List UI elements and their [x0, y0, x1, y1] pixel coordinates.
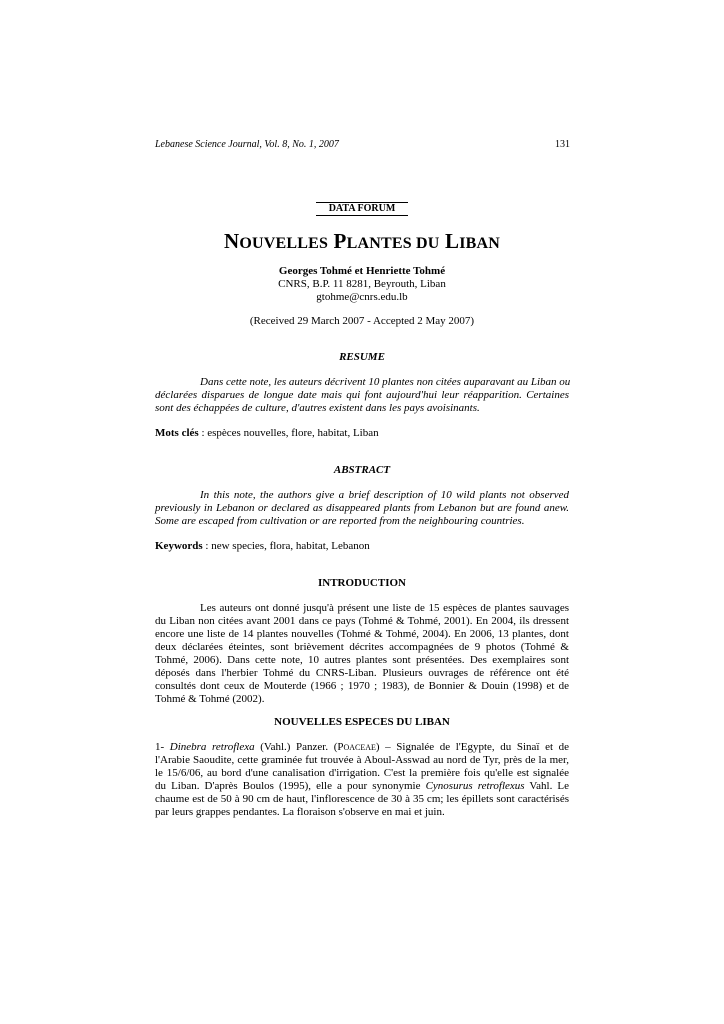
section-label-text: DATA FORUM	[316, 202, 409, 216]
affiliation: CNRS, B.P. 11 8281, Beyrouth, Liban	[278, 278, 446, 290]
line-text: Vahl. Le	[524, 780, 569, 792]
introduction-line: deux déclarées éteintes, sont brièvement décrites accompagnées de 9 photos (Tohmé &	[155, 641, 569, 653]
received-dates: (Received 29 March 2007 - Accepted 2 May 2007)	[249, 315, 475, 327]
resume-line: sont des échappées de culture, d'autres existent dans les pays avoisinants.	[155, 402, 480, 414]
species-1-line	[155, 780, 569, 793]
abstract-heading: ABSTRACT	[333, 464, 391, 476]
paper-title: NOUVELLES PLANTES DU LIBAN	[223, 229, 501, 253]
species-number: 1-	[155, 741, 170, 753]
keywords-label: Keywords	[155, 540, 203, 552]
species-1-line: par leurs grappes pendantes. La floraison s'observe en mai et juin.	[155, 806, 445, 818]
resume-line: déclarées disparues de longue date mais qui font aujourd'hui leur réapparition. Certaines	[155, 389, 569, 401]
introduction-line: déposés dans l'herbier Tohmé du CNRS-Liban. Plusieurs ouvrages de référence ont été	[155, 667, 569, 679]
page-number: 131	[555, 139, 570, 150]
mots-cles	[155, 427, 569, 440]
introduction-heading: INTRODUCTION	[317, 577, 406, 589]
mots-cles-label: Mots clés	[155, 427, 199, 439]
introduction-paragraph	[155, 602, 569, 706]
species-1-line: chaume est de 50 à 90 cm de haut, l'inflorescence de 30 à 35 cm; les épillets sont caractérisés	[155, 793, 569, 805]
nouvelles-heading: NOUVELLES ESPECES DU LIBAN	[274, 716, 450, 728]
introduction-line: Tohmé & Tohmé (2002).	[155, 693, 265, 705]
synonym-name: Cynosurus retroflexus	[425, 780, 525, 792]
species-1-line: le 15/6/06, au bord d'une canalisation d'irrigation. C'est la première fois qu'elle est signalée	[155, 767, 569, 779]
keywords	[155, 540, 569, 553]
species-1-paragraph	[155, 741, 569, 819]
abstract-line: previously in Lebanon or declared as disappeared plants from Lebanon but are found anew.	[155, 502, 569, 514]
resume-paragraph	[155, 376, 569, 415]
authors: Georges Tohmé et Henriette Tohmé	[278, 265, 446, 277]
introduction-line: Tohmé, 2006). Dans cette note, 10 autres plantes sont présentées. Des exemplaires sont	[155, 654, 569, 666]
journal-header: Lebanese Science Journal, Vol. 8, No. 1, 2007	[155, 139, 339, 150]
species-name: Dinebra retroflexa	[169, 741, 255, 753]
resume-heading: RESUME	[339, 351, 385, 363]
abstract-line: In this note, the authors give a brief description of 10 wild plants not observed	[200, 489, 569, 501]
introduction-line: Les auteurs ont donné jusqu'à présent une liste de 15 espèces de plantes sauvages	[200, 602, 569, 614]
abstract-line: Some are escaped from cultivation or are reported from the neighbouring countries.	[155, 515, 525, 527]
species-family: Poaceae	[337, 741, 376, 753]
introduction-line: consultés dont ceux de Mouterde (1966 ; 1970 ; 1983), de Bonnier & Douin (1998) et de	[155, 680, 569, 692]
species-1-line: l'Arabie Saoudite, cette graminée fut trouvée à Aboul-Asswad au nord de Tyr, près de la mer,	[155, 754, 569, 766]
mots-cles-text: : espèces nouvelles, flore, habitat, Liban	[198, 427, 379, 439]
line-text: du Liban. D'après Boulos (1995), elle a pour synonymie	[155, 780, 426, 792]
species-description: ) – Signalée de l'Egypte, du Sinaï et de	[375, 741, 569, 753]
introduction-line: encore une liste de 14 plantes nouvelles (Tohmé & Tohmé, 2004). En 2006, 13 plantes, dont	[155, 628, 569, 640]
abstract-paragraph	[155, 489, 569, 528]
species-1-line	[155, 741, 569, 754]
email: gtohme@cnrs.edu.lb	[316, 291, 408, 303]
keywords-text: : new species, flora, habitat, Lebanon	[202, 540, 370, 552]
species-author: (Vahl.) Panzer. (	[254, 741, 338, 753]
section-label	[0, 202, 724, 216]
resume-line: Dans cette note, les auteurs décrivent 10 plantes non citées auparavant au Liban ou	[200, 376, 571, 388]
introduction-line: du Liban non citées avant 2001 dans ce pays (Tohmé & Tohmé, 2001). En 2004, ils dressent	[155, 615, 569, 627]
